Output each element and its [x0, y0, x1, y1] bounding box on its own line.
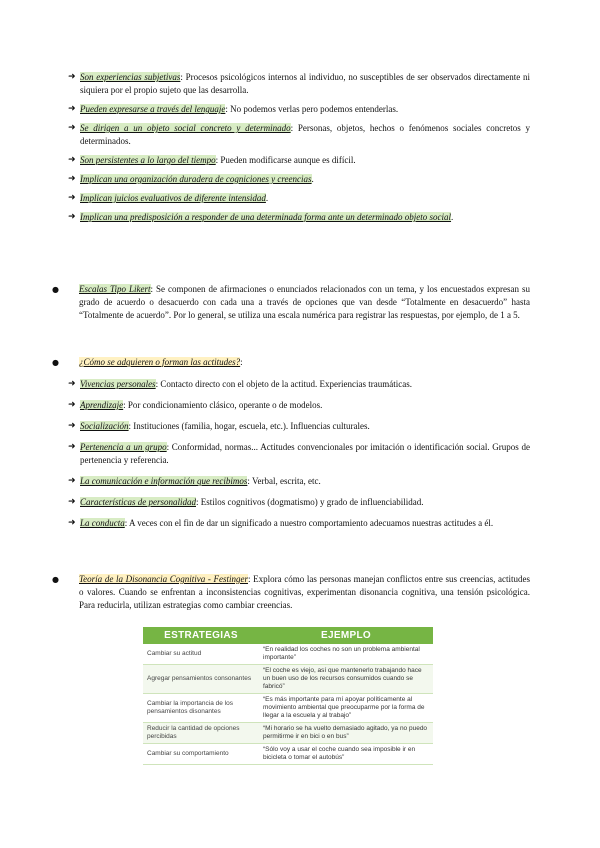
- table-row: [143, 723, 433, 744]
- item-term: Escalas Tipo Likert: [79, 284, 151, 294]
- list-item: [68, 475, 530, 488]
- item-text: : A veces con el fin de dar un significado a nuestro comportamiento adecuamos nuestras actitudes a él.: [124, 518, 494, 528]
- item-term: Teoría de la Disonancia Cognitiva - Festinger: [79, 574, 248, 584]
- item-text: .: [451, 212, 454, 222]
- arrow-icon: ➜: [68, 193, 76, 203]
- cell-strategy: Reducir la cantidad de opciones percibidas: [143, 723, 259, 744]
- list-item: [68, 192, 530, 205]
- item-text: :: [240, 357, 243, 367]
- item-text: : Instituciones (familia, hogar, escuela, etc.). Influencias culturales.: [128, 421, 370, 431]
- bullet-icon: ●: [52, 285, 59, 294]
- item-text: : Contacto directo con el objeto de la actitud. Experiencias traumáticas.: [155, 379, 412, 389]
- item-text: : No podemos verlas pero podemos entenderlas.: [225, 104, 399, 114]
- arrow-icon: ➜: [68, 123, 76, 133]
- cell-strategy: Cambiar la importancia de los pensamientos disonantes: [143, 694, 259, 723]
- item-term: Pueden expresarse a través del lenguaje: [80, 104, 226, 114]
- characteristics-list: [68, 71, 530, 230]
- list-item: [68, 103, 530, 116]
- item-text: : Verbal, escrita, etc.: [247, 476, 321, 486]
- acquisition-list: [68, 378, 530, 538]
- arrow-icon: ➜: [68, 72, 76, 82]
- arrow-icon: ➜: [68, 212, 76, 222]
- item-term: La conducta: [80, 518, 125, 528]
- bullet-icon: ●: [52, 358, 59, 367]
- item-text: .: [265, 193, 269, 203]
- item-text: : Explora cómo las personas manejan conflictos entre sus creencias, actitudes o valores. Cuando se enfrentan a inconsistencias cognitivas, experimentan disonancia cognitiva, una tensión psicológica. Para reducirla, utilizan estrategias como cambiar creencias.: [79, 574, 530, 610]
- list-item: [68, 378, 530, 391]
- arrow-icon: ➜: [68, 174, 76, 184]
- cell-example: “Sólo voy a usar el coche cuando sea imposible ir en bicicleta o tomar el autobús”: [259, 744, 433, 765]
- list-item: [68, 154, 530, 167]
- list-item: [68, 496, 530, 509]
- likert-section: [52, 283, 530, 322]
- table-row: [143, 644, 433, 665]
- arrow-icon: ➜: [68, 379, 76, 389]
- cell-example: “El coche es viejo, así que mantenerlo trabajando hace un buen uso de los recursos consumidos cuando se fabricó”: [259, 665, 433, 694]
- table-row: [143, 665, 433, 694]
- list-item: [68, 517, 530, 530]
- bullet-item: [52, 283, 530, 322]
- list-item: [68, 71, 530, 97]
- bullet-item: [52, 573, 530, 612]
- item-text: : Se componen de afirmaciones o enunciados relacionados con un tema, y los encuestados expresan su grado de acuerdo o desacuerdo con cada una a través de opciones que van desde “Totalmente en desacuerdo” hasta “Totalmente de acuerdo”. Por lo general, se utiliza una escala numérica para registrar las respuestas, por ejemplo, de 1 a 5.: [79, 284, 530, 320]
- item-text: .: [311, 174, 314, 184]
- cell-strategy: Cambiar su actitud: [143, 644, 259, 665]
- item-term: La comunicación e información que recibimos: [80, 476, 248, 486]
- header-estrategias: ESTRATEGIAS: [143, 627, 259, 644]
- arrow-icon: ➜: [68, 476, 76, 486]
- arrow-icon: ➜: [68, 518, 76, 528]
- arrow-icon: ➜: [68, 421, 76, 431]
- acquisition-heading: [52, 356, 530, 369]
- list-item: [68, 211, 530, 224]
- item-term: Socialización: [80, 421, 129, 431]
- item-term: Vivencias personales: [80, 379, 156, 389]
- item-term: Son experiencias subjetivas: [80, 72, 181, 82]
- arrow-icon: ➜: [68, 155, 76, 165]
- table-header-row: [143, 627, 433, 644]
- arrow-icon: ➜: [68, 442, 76, 452]
- item-term: ¿Cómo se adquieren o forman las actitudes?: [79, 357, 241, 367]
- dissonance-section: [52, 573, 530, 612]
- table-row: [143, 744, 433, 765]
- bullet-icon: ●: [52, 575, 59, 584]
- item-term: Pertenencia a un grupo: [80, 442, 167, 452]
- item-text: : Personas, objetos, hechos o fenómenos sociales concretos y determinados.: [80, 123, 530, 146]
- list-item: [68, 173, 530, 186]
- bullet-item: [52, 356, 530, 369]
- item-term: Implican juicios evaluativos de diferente intensidad: [80, 193, 266, 203]
- item-term: Implican una organización duradera de cogniciones y creencias: [80, 174, 312, 184]
- cell-example: “En realidad los coches no son un problema ambiental importante”: [259, 644, 433, 665]
- item-term: Aprendizaje: [80, 400, 124, 410]
- list-item: [68, 122, 530, 148]
- arrow-icon: ➜: [68, 104, 76, 114]
- item-text: : Conformidad, normas... Actitudes convencionales por imitación o identificación social. Grupos de pertenencia y referencia.: [80, 442, 530, 465]
- item-text: : Estilos cognitivos (dogmatismo) y grado de influenciabilidad.: [196, 497, 424, 507]
- item-text: : Procesos psicológicos internos al individuo, no susceptibles de ser observados directamente ni siquiera por el propio sujeto que las desarrolla.: [80, 72, 530, 95]
- item-term: Se dirigen a un objeto social concreto y determinado: [80, 123, 291, 133]
- list-item: [68, 420, 530, 433]
- strategies-table: [143, 627, 433, 765]
- table-row: [143, 694, 433, 723]
- item-text: : Pueden modificarse aunque es difícil.: [215, 155, 356, 165]
- list-item: [68, 441, 530, 467]
- list-item: [68, 399, 530, 412]
- arrow-icon: ➜: [68, 400, 76, 410]
- arrow-icon: ➜: [68, 497, 76, 507]
- item-term: Son persistentes a lo largo del tiempo: [80, 155, 216, 165]
- header-ejemplo: EJEMPLO: [259, 627, 433, 644]
- cell-strategy: Cambiar su comportamiento: [143, 744, 259, 765]
- item-term: Implican una predisposición a responder de una determinada forma ante un determinado objeto social: [80, 212, 452, 222]
- item-text: : Por condicionamiento clásico, operante o de modelos.: [123, 400, 323, 410]
- item-term: Características de personalidad: [80, 497, 196, 507]
- cell-example: “Mi horario se ha vuelto demasiado agitado, ya no puedo permitirme ir en bici o en bus”: [259, 723, 433, 744]
- cell-strategy: Agregar pensamientos consonantes: [143, 665, 259, 694]
- cell-example: “Es más importante para mí apoyar políticamente al movimiento ambiental que preocuparme por la forma de llegar a la escuela y al trabajo”: [259, 694, 433, 723]
